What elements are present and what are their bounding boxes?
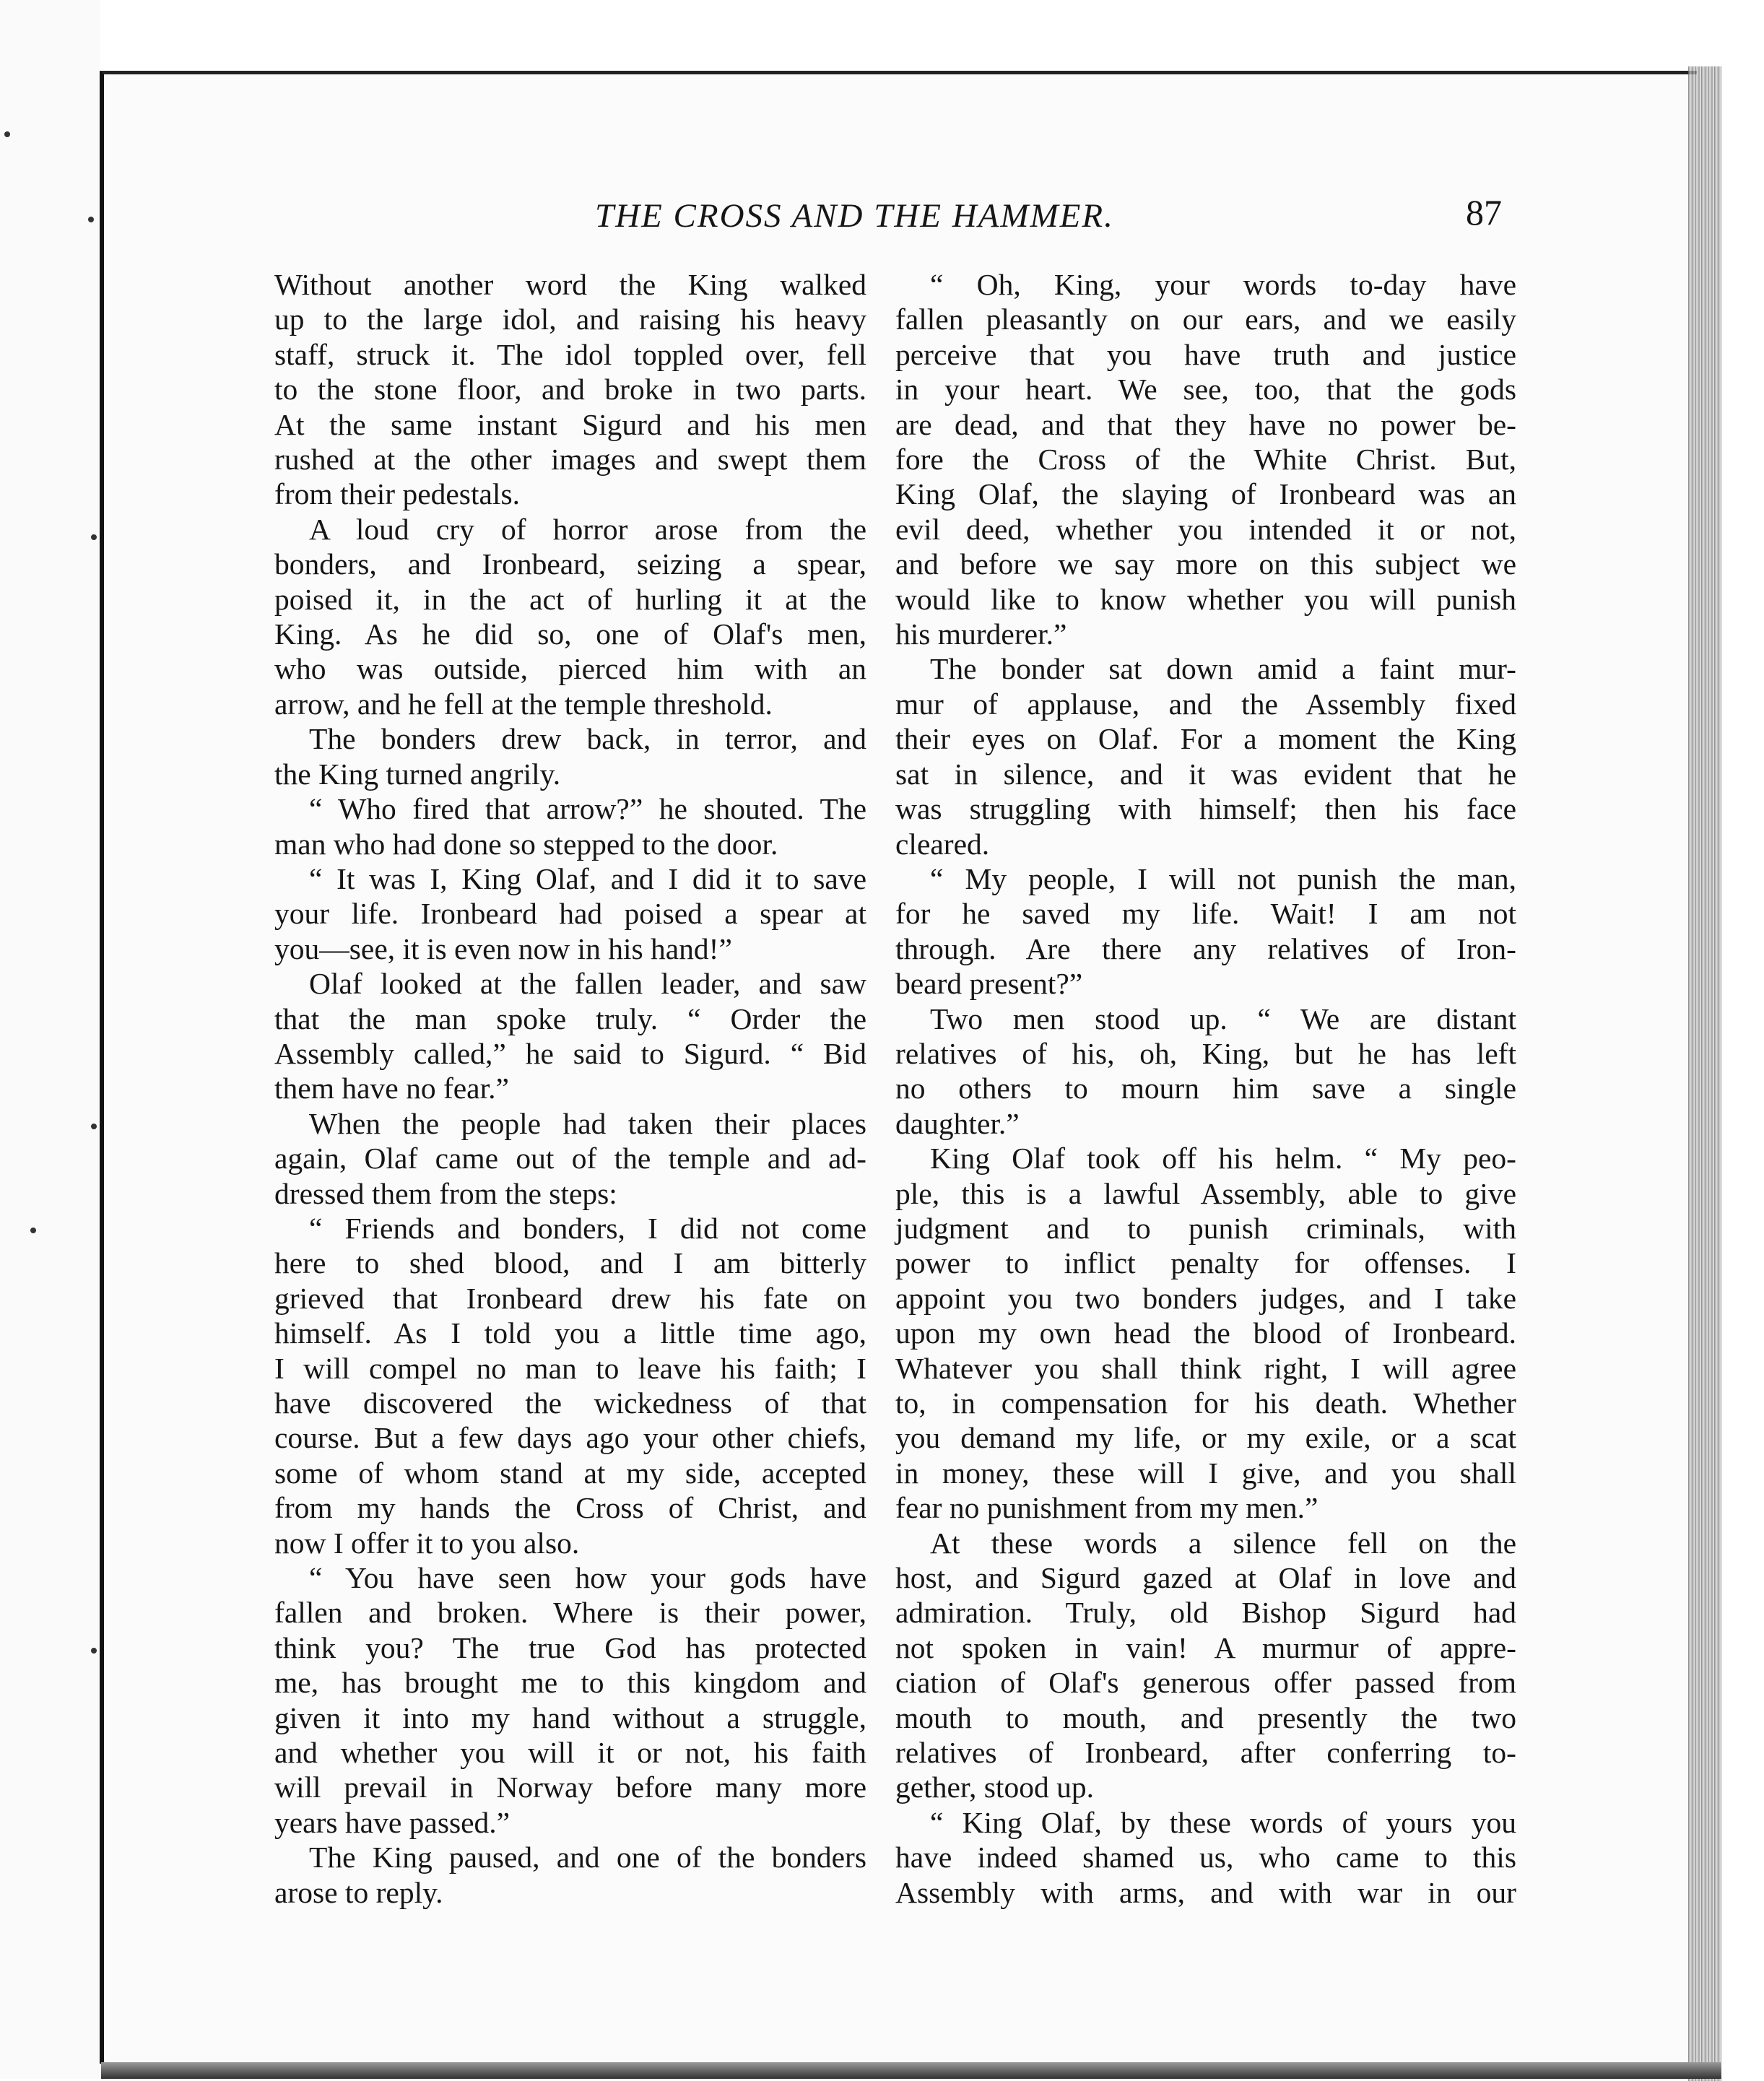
text-line: again, Olaf came out of the temple and ad- bbox=[274, 1142, 866, 1176]
text-line: them have no fear.” bbox=[274, 1072, 509, 1105]
text-line: are dead, and that they have no power be- bbox=[895, 407, 1516, 441]
text-line: fallen and broken. Where is their power, bbox=[274, 1596, 866, 1630]
text-line: from their pedestals. bbox=[274, 477, 520, 511]
text-line: from my hands the Cross of Christ, and bbox=[274, 1491, 866, 1525]
margin-speck bbox=[91, 534, 97, 540]
text-line: King Olaf, the slaying of Ironbeard was an bbox=[895, 477, 1516, 511]
paragraph bbox=[274, 512, 866, 721]
text-line: A loud cry of horror arose from the bbox=[309, 512, 866, 546]
margin-speck bbox=[30, 1228, 36, 1233]
text-line: sat in silence, and it was evident that he bbox=[895, 757, 1516, 791]
paragraph bbox=[895, 1526, 1516, 1805]
margin-speck bbox=[91, 1648, 97, 1654]
paragraph bbox=[895, 651, 1516, 861]
text-line: have indeed shamed us, who came to this bbox=[895, 1841, 1516, 1874]
text-line: his murderer.” bbox=[895, 617, 1067, 651]
text-line: was struggling with himself; then his face bbox=[895, 792, 1516, 826]
text-line: years have passed.” bbox=[274, 1805, 510, 1839]
text-line: their eyes on Olaf. For a moment the King bbox=[895, 722, 1516, 756]
text-line: who was outside, pierced him with an bbox=[274, 652, 866, 686]
text-line: no others to mourn him save a single bbox=[895, 1072, 1516, 1105]
text-line: relatives of his, oh, King, but he has left bbox=[895, 1036, 1516, 1070]
text-line: gether, stood up. bbox=[895, 1771, 1094, 1804]
right-text-column bbox=[895, 267, 1516, 1910]
paragraph bbox=[274, 1211, 866, 1560]
text-line: judgment and to punish criminals, with bbox=[895, 1211, 1516, 1245]
paragraph bbox=[274, 1840, 866, 1910]
text-line: “ You have seen how your gods have bbox=[309, 1561, 866, 1595]
text-line: me, has brought me to this kingdom and bbox=[274, 1666, 866, 1700]
text-line: relatives of Ironbeard, after conferring to- bbox=[895, 1736, 1516, 1770]
text-line: beard present?” bbox=[895, 967, 1083, 1001]
text-line: cleared. bbox=[895, 827, 990, 861]
text-line: you demand my life, or my exile, or a scat bbox=[895, 1421, 1516, 1455]
text-line: upon my own head the blood of Ironbeard. bbox=[895, 1316, 1516, 1350]
paragraph bbox=[274, 721, 866, 791]
text-line: arrow, and he fell at the temple threshold. bbox=[274, 687, 773, 721]
text-line: “ Oh, King, your words to-day have bbox=[930, 268, 1516, 301]
text-line: himself. As I told you a little time ago, bbox=[274, 1316, 866, 1350]
text-line: you—see, it is even now in his hand!” bbox=[274, 931, 732, 965]
text-line: power to inflict penalty for offenses. I bbox=[895, 1246, 1516, 1280]
text-line: mur of applause, and the Assembly fixed bbox=[895, 687, 1516, 721]
paragraph bbox=[274, 791, 866, 861]
text-line: fore the Cross of the White Christ. But, bbox=[895, 443, 1516, 477]
page-bottom-edge bbox=[101, 2062, 1721, 2079]
text-line: arose to reply. bbox=[274, 1875, 443, 1909]
text-line: evil deed, whether you intended it or not, bbox=[895, 512, 1516, 546]
text-line: the King turned angrily. bbox=[274, 757, 561, 791]
text-line: Without another word the King walked bbox=[274, 268, 866, 301]
paragraph bbox=[895, 1805, 1516, 1910]
text-line: Olaf looked at the fallen leader, and saw bbox=[309, 967, 866, 1001]
text-line: some of whom stand at my side, accepted bbox=[274, 1456, 866, 1490]
text-line: will prevail in Norway before many more bbox=[274, 1771, 866, 1804]
text-line: and whether you will it or not, his faith bbox=[274, 1736, 866, 1770]
text-line: not spoken in vain! A murmur of appre- bbox=[895, 1630, 1516, 1664]
text-line: mouth to mouth, and presently the two bbox=[895, 1700, 1516, 1734]
margin-speck bbox=[88, 217, 94, 222]
left-text-column bbox=[274, 267, 866, 1910]
page-edge bbox=[1688, 66, 1721, 2081]
margin-speck bbox=[4, 131, 10, 137]
text-line: in your heart. We see, too, that the gods bbox=[895, 373, 1516, 407]
paragraph bbox=[895, 267, 1516, 651]
text-line: poised it, in the act of hurling it at the bbox=[274, 582, 866, 616]
text-line: for he saved my life. Wait! I am not bbox=[895, 897, 1516, 931]
paragraph bbox=[895, 1141, 1516, 1525]
text-line: now I offer it to you also. bbox=[274, 1526, 580, 1560]
text-line: host, and Sigurd gazed at Olaf in love and bbox=[895, 1561, 1516, 1595]
text-line: course. But a few days ago your other chiefs, bbox=[274, 1421, 866, 1455]
text-line: King. As he did so, one of Olaf's men, bbox=[274, 617, 866, 651]
paragraph bbox=[274, 861, 866, 966]
text-line: Assembly called,” he said to Sigurd. “ Bid bbox=[274, 1036, 866, 1070]
text-line: your life. Ironbeard had poised a spear at bbox=[274, 897, 866, 931]
page-number: 87 bbox=[1466, 192, 1502, 233]
text-line: When the people had taken their places bbox=[309, 1106, 866, 1140]
text-line: man who had done so stepped to the door. bbox=[274, 827, 778, 861]
text-line: I will compel no man to leave his faith; I bbox=[274, 1351, 866, 1385]
text-line: King Olaf took off his helm. “ My peo- bbox=[930, 1142, 1516, 1176]
text-line: The bonders drew back, in terror, and bbox=[309, 722, 866, 756]
text-line: up to the large idol, and raising his heavy bbox=[274, 303, 866, 336]
text-line: “ Who fired that arrow?” he shouted. The bbox=[309, 792, 866, 826]
text-line: Two men stood up. “ We are distant bbox=[930, 1002, 1516, 1035]
text-line: The King paused, and one of the bonders bbox=[309, 1841, 866, 1874]
facing-page-margin bbox=[0, 0, 100, 2079]
text-line: have discovered the wickedness of that bbox=[274, 1386, 866, 1420]
text-line: through. Are there any relatives of Iron- bbox=[895, 931, 1516, 965]
text-line: At these words a silence fell on the bbox=[930, 1526, 1516, 1560]
text-line: Whatever you shall think right, I will agree bbox=[895, 1351, 1516, 1385]
paragraph bbox=[274, 1560, 866, 1840]
text-line: The bonder sat down amid a faint mur- bbox=[930, 652, 1516, 686]
paragraph bbox=[274, 966, 866, 1106]
running-title: THE CROSS AND THE HAMMER. bbox=[595, 197, 1114, 235]
text-line: to the stone floor, and broke in two parts. bbox=[274, 373, 866, 407]
text-line: fallen pleasantly on our ears, and we easily bbox=[895, 303, 1516, 336]
margin-speck bbox=[91, 1124, 97, 1129]
text-line: dressed them from the steps: bbox=[274, 1176, 617, 1210]
text-line: staff, struck it. The idol toppled over, fell bbox=[274, 337, 866, 371]
text-line: bonders, and Ironbeard, seizing a spear, bbox=[274, 547, 866, 581]
text-line: given it into my hand without a struggle, bbox=[274, 1700, 866, 1734]
text-line: Assembly with arms, and with war in our bbox=[895, 1875, 1516, 1909]
paragraph bbox=[895, 1002, 1516, 1142]
text-line: would like to know whether you will punish bbox=[895, 582, 1516, 616]
text-line: think you? The true God has protected bbox=[274, 1630, 866, 1664]
text-line: fear no punishment from my men.” bbox=[895, 1491, 1318, 1525]
text-line: “ It was I, King Olaf, and I did it to save bbox=[309, 861, 866, 895]
text-line: ciation of Olaf's generous offer passed from bbox=[895, 1666, 1516, 1700]
text-line: “ My people, I will not punish the man, bbox=[930, 861, 1516, 895]
text-line: in money, these will I give, and you shall bbox=[895, 1456, 1516, 1490]
text-line: here to shed blood, and I am bitterly bbox=[274, 1246, 866, 1280]
text-line: to, in compensation for his death. Whether bbox=[895, 1386, 1516, 1420]
paragraph bbox=[895, 861, 1516, 1002]
paragraph bbox=[274, 1106, 866, 1211]
text-line: that the man spoke truly. “ Order the bbox=[274, 1002, 866, 1035]
text-line: appoint you two bonders judges, and I take bbox=[895, 1281, 1516, 1315]
text-line: admiration. Truly, old Bishop Sigurd had bbox=[895, 1596, 1516, 1630]
text-line: grieved that Ironbeard drew his fate on bbox=[274, 1281, 866, 1315]
text-line: daughter.” bbox=[895, 1106, 1020, 1140]
paragraph bbox=[274, 267, 866, 512]
text-line: “ King Olaf, by these words of yours you bbox=[930, 1805, 1516, 1839]
text-line: perceive that you have truth and justice bbox=[895, 337, 1516, 371]
text-line: and before we say more on this subject we bbox=[895, 547, 1516, 581]
text-line: rushed at the other images and swept them bbox=[274, 443, 866, 477]
text-line: “ Friends and bonders, I did not come bbox=[309, 1211, 866, 1245]
text-line: At the same instant Sigurd and his men bbox=[274, 407, 866, 441]
text-line: ple, this is a lawful Assembly, able to give bbox=[895, 1176, 1516, 1210]
